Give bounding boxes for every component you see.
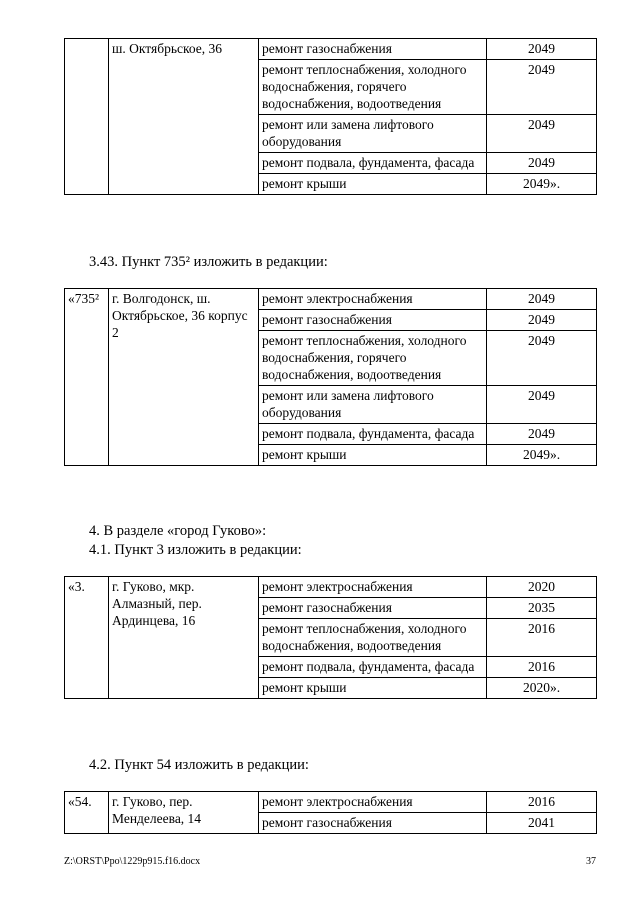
year-cell: 2016 <box>487 619 597 657</box>
work-type-cell: ремонт теплоснабжения, холодного водоснабжения, водоотведения <box>259 619 487 657</box>
paragraph-4-1: 4.1. Пункт 3 изложить в редакции: <box>89 542 302 558</box>
year-cell: 2049 <box>487 39 597 60</box>
work-type-cell: ремонт электроснабжения <box>259 577 487 598</box>
repair-schedule-table-3 <box>64 576 597 699</box>
table-row <box>65 792 597 813</box>
work-type-cell: ремонт электроснабжения <box>259 792 487 813</box>
work-type-cell: ремонт или замена лифтового оборудования <box>259 386 487 424</box>
footer-page-number: 37 <box>586 856 596 867</box>
repair-schedule-table-54 <box>64 791 597 834</box>
work-type-cell: ремонт подвала, фундамента, фасада <box>259 657 487 678</box>
work-type-cell: ремонт газоснабжения <box>259 598 487 619</box>
work-type-cell: ремонт теплоснабжения, холодного водоснабжения, горячего водоснабжения, водоотведения <box>259 60 487 115</box>
work-type-cell: ремонт газоснабжения <box>259 39 487 60</box>
year-cell: 2049 <box>487 424 597 445</box>
work-type-cell: ремонт газоснабжения <box>259 813 487 834</box>
repair-schedule-table-1 <box>64 38 597 195</box>
work-type-cell: ремонт крыши <box>259 445 487 466</box>
year-cell: 2049 <box>487 115 597 153</box>
year-cell: 2016 <box>487 657 597 678</box>
work-type-cell: ремонт теплоснабжения, холодного водоснабжения, горячего водоснабжения, водоотведения <box>259 331 487 386</box>
table-row <box>65 577 597 598</box>
work-type-cell: ремонт крыши <box>259 174 487 195</box>
paragraph-4: 4. В разделе «город Гуково»: <box>89 523 267 539</box>
work-type-cell: ремонт подвала, фундамента, фасада <box>259 153 487 174</box>
item-number-cell: «735² <box>65 289 109 466</box>
year-cell: 2020 <box>487 577 597 598</box>
work-type-cell: ремонт электроснабжения <box>259 289 487 310</box>
year-cell: 2035 <box>487 598 597 619</box>
year-cell: 2020». <box>487 678 597 699</box>
year-cell: 2049 <box>487 386 597 424</box>
year-cell: 2049 <box>487 331 597 386</box>
address-cell: ш. Октябрьское, 36 <box>109 39 259 195</box>
year-cell: 2049 <box>487 60 597 115</box>
year-cell: 2016 <box>487 792 597 813</box>
table-row <box>65 39 597 60</box>
paragraph-3-43: 3.43. Пункт 735² изложить в редакции: <box>89 254 328 270</box>
address-cell: г. Гуково, пер. Менделеева, 14 <box>109 792 259 834</box>
paragraph-4-2: 4.2. Пункт 54 изложить в редакции: <box>89 757 309 773</box>
year-cell: 2049 <box>487 310 597 331</box>
work-type-cell: ремонт или замена лифтового оборудования <box>259 115 487 153</box>
work-type-cell: ремонт газоснабжения <box>259 310 487 331</box>
item-number-cell: «3. <box>65 577 109 699</box>
year-cell: 2049». <box>487 174 597 195</box>
item-number-cell <box>65 39 109 195</box>
year-cell: 2049 <box>487 153 597 174</box>
address-cell: г. Волгодонск, ш. Октябрьское, 36 корпус 2 <box>109 289 259 466</box>
table-row <box>65 289 597 310</box>
item-number-cell: «54. <box>65 792 109 834</box>
footer-file-path: Z:\ORST\Ppo\1229p915.f16.docx <box>64 856 201 867</box>
year-cell: 2049». <box>487 445 597 466</box>
repair-schedule-table-735-2 <box>64 288 597 466</box>
address-cell: г. Гуково, мкр. Алмазный, пер. Ардинцева, 16 <box>109 577 259 699</box>
work-type-cell: ремонт крыши <box>259 678 487 699</box>
year-cell: 2041 <box>487 813 597 834</box>
work-type-cell: ремонт подвала, фундамента, фасада <box>259 424 487 445</box>
year-cell: 2049 <box>487 289 597 310</box>
